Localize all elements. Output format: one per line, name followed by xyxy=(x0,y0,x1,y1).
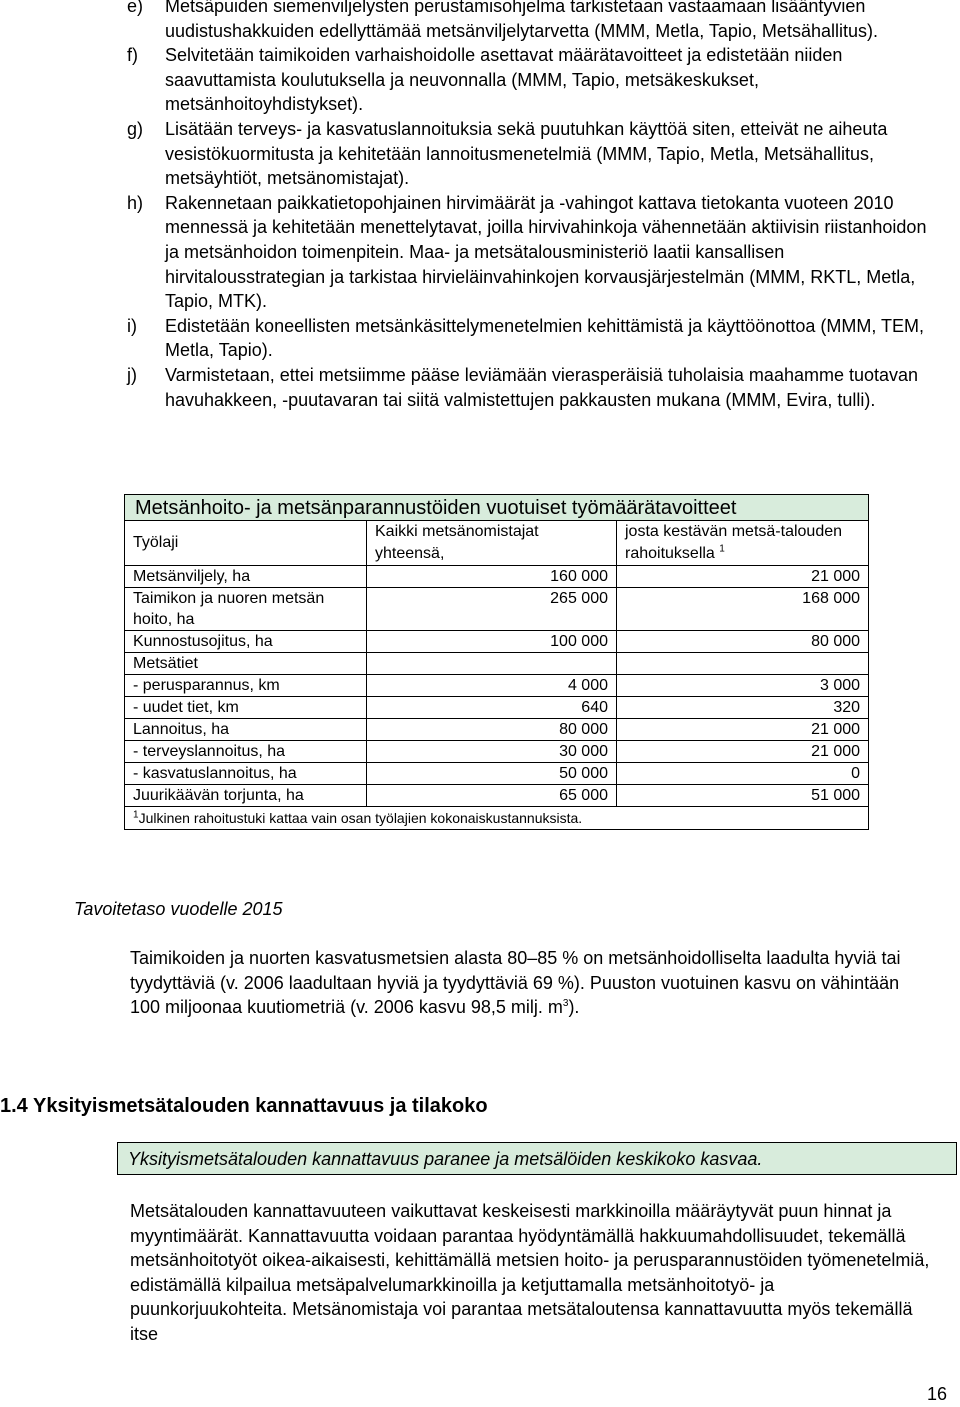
page-number: 16 xyxy=(926,1384,947,1404)
row-total xyxy=(367,653,617,675)
table-row xyxy=(125,588,869,631)
table-footnote xyxy=(125,807,869,830)
table-header-row xyxy=(125,521,869,566)
header-footnote-mark: 1 xyxy=(719,543,725,555)
section-body: Metsätalouden kannattavuuteen vaikuttavat keskeisesti markkinoilla määräytyvät puun hinnat ja myyntimäärät. Kannattavuutta voidaan parantaa hyödyntämällä hakkuumahdollisuudet, tekemällä metsänhoitotyöt oikea-aikaisesti, kehittämällä metsien hoito- ja perusparannustöiden työmenetelmiä, edistämällä kilpailua metsäpalvelumarkkinoilla ja ketjuttamalla metsänhoitotyö- ja puunkorjuukohteita. Metsänomistaja voi parantaa metsätaloutensa kannattavuutta myös tekemällä itse xyxy=(130,1201,930,1344)
row-label: - kasvatuslannoitus, ha xyxy=(125,763,367,785)
row-total: 265 000 xyxy=(367,588,617,631)
list-letter: g) xyxy=(127,118,144,139)
goal-superscript: 3 xyxy=(562,998,569,1009)
table-row xyxy=(125,697,869,719)
list-text: Metsäpuiden siemenviljelysten perustamisohjelma tarkistetaan vastaamaan lisääntyvien uudistushakkuiden edellyttämää metsänviljelytarvetta (MMM, Metla, Tapio, Metsähallitus). xyxy=(165,0,878,41)
table-title: Metsänhoito- ja metsänparannustöiden vuotuiset työmäärätavoitteet xyxy=(125,495,869,521)
table-title-row xyxy=(125,495,869,521)
table-row xyxy=(125,785,869,807)
header-work-type: Työlaji xyxy=(125,521,367,566)
table-row xyxy=(125,566,869,588)
list-item xyxy=(127,43,927,117)
table-row xyxy=(125,653,869,675)
list-text: Selvitetään taimikoiden varhaishoidolle asettavat määrätavoitteet ja edistetään niiden saavuttamista koulutuksella ja neuvonnalla (MMM, Tapio, metsäkeskukset, metsänhoitoyhdistykset). xyxy=(165,45,843,115)
row-funded: 21 000 xyxy=(617,741,869,763)
row-total: 50 000 xyxy=(367,763,617,785)
table-row xyxy=(125,675,869,697)
header-funded-text: josta kestävän metsä-talouden rahoituksella xyxy=(625,523,843,562)
list-letter: h) xyxy=(127,192,144,213)
row-total: 65 000 xyxy=(367,785,617,807)
list-text: Edistetään koneellisten metsänkäsittelymenetelmien kehittämistä ja käyttöönottoa (MMM, TEM, Metla, Tapio). xyxy=(165,315,925,361)
section-title: 1.4 Yksityismetsätalouden kannattavuus ja tilakoko xyxy=(0,1095,488,1117)
list-item xyxy=(127,0,927,43)
row-funded: 21 000 xyxy=(617,719,869,741)
row-total: 160 000 xyxy=(367,566,617,588)
row-label: - terveyslannoitus, ha xyxy=(125,741,367,763)
row-funded: 0 xyxy=(617,763,869,785)
table-row xyxy=(125,719,869,741)
list-item xyxy=(127,363,927,412)
list-text: Rakennetaan paikkatietopohjainen hirvimäärät ja -vahingot kattava tietokanta vuoteen 2010 mennessä ja kehitetään menettelytavat, joilla hirvivahinkoja vähennetään aktiivisin riistanhoidon ja metsänhoidon toimenpitein. Maa- ja metsätalousministeriö laatii kansallisen hirvitalousstrategian ja tarkistaa hirvieläinvahinkojen korvausjärjestelmän (MMM, RKTL, Metla, Tapio, MTK). xyxy=(165,192,927,312)
row-funded: 168 000 xyxy=(617,588,869,631)
row-label: Kunnostusojitus, ha xyxy=(125,631,367,653)
row-label: Metsänviljely, ha xyxy=(125,566,367,588)
list-letter: i) xyxy=(127,315,137,336)
row-funded: 320 xyxy=(617,697,869,719)
list-text: Varmistetaan, ettei metsiimme pääse leviämään vierasperäisiä tuholaisia maahamme tuotavan havuhakkeen, -puutavaran tai siitä valmistettujen pakkausten mukana (MMM, Evira, tulli). xyxy=(165,364,919,410)
footnote-mark: 1 xyxy=(133,809,139,821)
row-label: Metsätiet xyxy=(125,653,367,675)
row-label: - perusparannus, km xyxy=(125,675,367,697)
row-funded: 21 000 xyxy=(617,566,869,588)
work-targets-table xyxy=(124,494,869,830)
list-letter: j) xyxy=(127,364,137,385)
section-highlight: Yksityismetsätalouden kannattavuus paranee ja metsälöiden keskikoko kasvaa. xyxy=(117,1142,957,1175)
row-label: Lannoitus, ha xyxy=(125,719,367,741)
list-item xyxy=(127,117,927,191)
action-list xyxy=(127,0,927,412)
row-funded: 51 000 xyxy=(617,785,869,807)
footnote-text: Julkinen rahoitustuki kattaa vain osan työlajien kokonaiskustannuksista. xyxy=(138,810,583,826)
table-footnote-row xyxy=(125,807,869,830)
table-row xyxy=(125,631,869,653)
list-item xyxy=(127,191,927,314)
goal-text-main: Taimikoiden ja nuorten kasvatusmetsien alasta 80–85 % on metsänhoidolliselta laadulta hyviä tai tyydyttäviä (v. 2006 laadultaan hyviä ja tyydyttäviä 69 %). Puuston vuotuinen kasvu on vähintään 100 miljoonaa kuutiometriä (v. 2006 kasvu 98,5 milj. m xyxy=(130,948,901,1017)
row-total: 30 000 xyxy=(367,741,617,763)
goal-text-tail: ). xyxy=(568,997,580,1017)
goal-text xyxy=(130,946,920,1020)
header-all-owners: Kaikki metsänomistajat yhteensä, xyxy=(367,521,617,566)
row-total: 80 000 xyxy=(367,719,617,741)
list-letter: f) xyxy=(127,45,138,66)
row-funded xyxy=(617,653,869,675)
list-text: Lisätään terveys- ja kasvatuslannoituksia sekä puutuhkan käyttöä siten, etteivät ne aiheuta vesistökuormitusta ja kehitetään lannoitusmenetelmiä (MMM, Tapio, Metla, Metsähallitus, metsäyhtiöt, metsänomistajat). xyxy=(165,118,888,189)
header-funded xyxy=(617,521,869,566)
table-row xyxy=(125,763,869,785)
table-row xyxy=(125,741,869,763)
row-label: Taimikon ja nuoren metsän hoito, ha xyxy=(125,588,367,631)
table-body xyxy=(125,566,869,807)
row-total: 640 xyxy=(367,697,617,719)
row-total: 100 000 xyxy=(367,631,617,653)
row-funded: 3 000 xyxy=(617,675,869,697)
row-funded: 80 000 xyxy=(617,631,869,653)
row-total: 4 000 xyxy=(367,675,617,697)
goal-heading: Tavoitetaso vuodelle 2015 xyxy=(74,899,283,919)
row-label: - uudet tiet, km xyxy=(125,697,367,719)
row-label: Juurikäävän torjunta, ha xyxy=(125,785,367,807)
list-item xyxy=(127,314,927,363)
list-letter: e) xyxy=(127,0,144,16)
